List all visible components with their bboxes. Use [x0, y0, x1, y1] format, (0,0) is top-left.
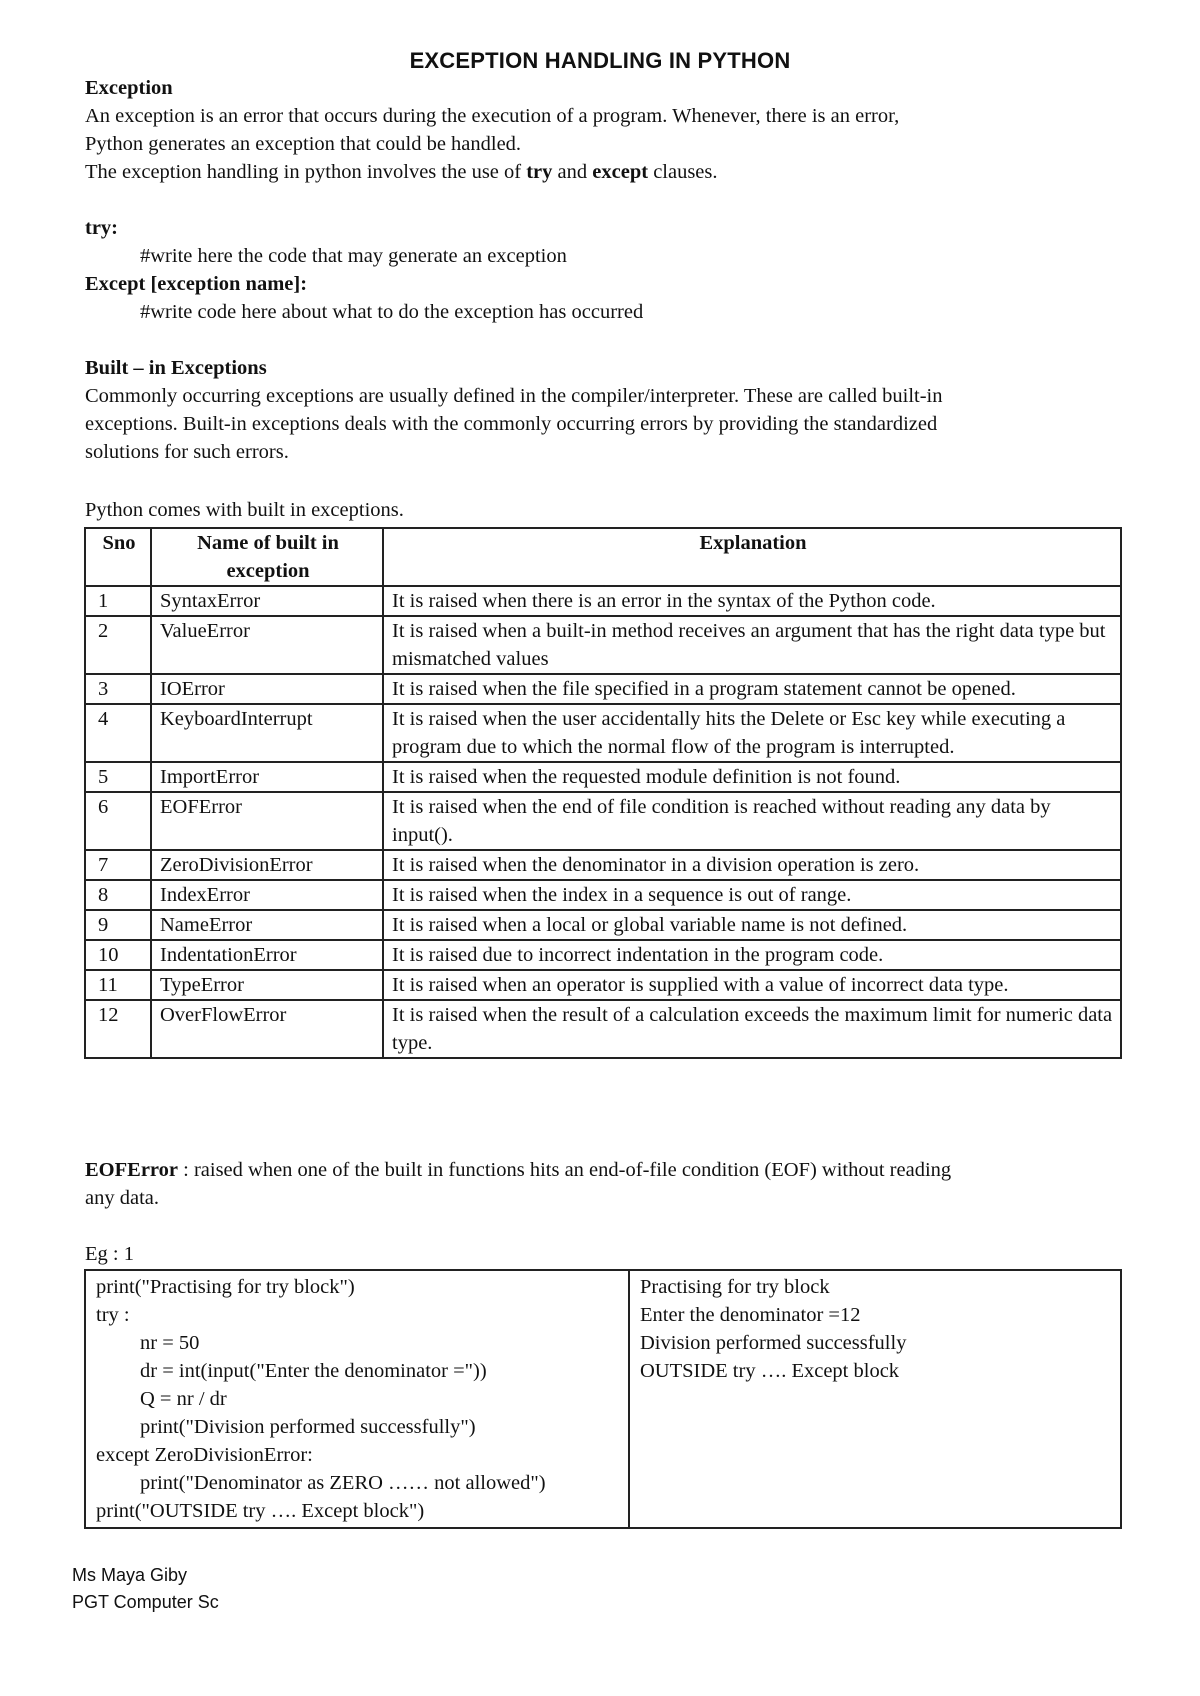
- cell-sno: 5: [85, 762, 151, 792]
- code-lines: [96, 1273, 622, 1525]
- builtin-line-1: Commonly occurring exceptions are usually defined in the compiler/interpreter. These are called built-in: [85, 385, 943, 407]
- cell-explanation: It is raised when the end of file condition is reached without reading any data by input().: [383, 792, 1121, 850]
- table-row: [85, 940, 1121, 970]
- syntax-except-line: Except [exception name]:: [85, 273, 308, 295]
- cell-explanation: It is raised when a local or global variable name is not defined.: [383, 910, 1121, 940]
- output-line: Division performed successfully: [640, 1332, 907, 1354]
- eof-line-2: any data.: [85, 1187, 159, 1209]
- table-row: [85, 1000, 1121, 1058]
- header-sno: Sno: [85, 528, 151, 586]
- table-row: [85, 880, 1121, 910]
- exceptions-table: [84, 527, 1122, 1059]
- cell-sno: 3: [85, 674, 151, 704]
- code-line: try :: [96, 1304, 130, 1326]
- output-line: Enter the denominator =12: [640, 1304, 861, 1326]
- cell-name: OverFlowError: [151, 1000, 383, 1058]
- cell-sno: 4: [85, 704, 151, 762]
- cell-sno: 7: [85, 850, 151, 880]
- code-line: print("Denominator as ZERO …… not allowed"): [140, 1472, 546, 1494]
- exceptions-table-body: [85, 586, 1121, 1058]
- cell-name: SyntaxError: [151, 586, 383, 616]
- table-row: [85, 762, 1121, 792]
- cell-sno: 8: [85, 880, 151, 910]
- header-name: Name of built in exception: [151, 528, 383, 586]
- example-row: [85, 1270, 1121, 1528]
- cell-name: KeyboardInterrupt: [151, 704, 383, 762]
- intro-line-2: Python generates an exception that could be handled.: [85, 133, 522, 155]
- code-line: Q = nr / dr: [140, 1388, 227, 1410]
- output-lines: [640, 1273, 1114, 1385]
- eof-note: [85, 1156, 1120, 1212]
- cell-sno: 9: [85, 910, 151, 940]
- cell-sno: 11: [85, 970, 151, 1000]
- syntax-try-comment: #write here the code that may generate an exception: [140, 245, 567, 267]
- footer-role: PGT Computer Sc: [72, 1592, 219, 1612]
- syntax-try-line: try:: [85, 217, 119, 239]
- table-row: [85, 910, 1121, 940]
- builtin-section: [85, 354, 1120, 466]
- header-explanation: Explanation: [383, 528, 1121, 586]
- builtin-line-2: exceptions. Built-in exceptions deals with the commonly occurring errors by providing the standardized: [85, 413, 938, 435]
- page-title: EXCEPTION HANDLING IN PYTHON: [409, 48, 791, 73]
- code-line: print("Practising for try block"): [96, 1276, 355, 1298]
- table-row: [85, 704, 1121, 762]
- example-output-cell: [629, 1270, 1121, 1528]
- cell-name: IndexError: [151, 880, 383, 910]
- cell-name: ZeroDivisionError: [151, 850, 383, 880]
- intro-section: [85, 74, 1120, 186]
- table-row: [85, 586, 1121, 616]
- footer-author: Ms Maya Giby: [72, 1565, 188, 1585]
- code-line: dr = int(input("Enter the denominator =")): [140, 1360, 487, 1382]
- example-table: [84, 1269, 1122, 1529]
- example-code-cell: [85, 1270, 629, 1528]
- table-header-row: [85, 528, 1121, 586]
- code-line: print("Division performed successfully"): [140, 1416, 476, 1438]
- cell-explanation: It is raised due to incorrect indentation in the program code.: [383, 940, 1121, 970]
- cell-name: NameError: [151, 910, 383, 940]
- builtin-line-3: solutions for such errors.: [85, 441, 289, 463]
- table-row: [85, 792, 1121, 850]
- cell-explanation: It is raised when the user accidentally hits the Delete or Esc key while executing a program due to which the normal flow of the program is interrupted.: [383, 704, 1121, 762]
- cell-explanation: It is raised when a built-in method receives an argument that has the right data type but mismatched values: [383, 616, 1121, 674]
- eof-term: EOFError: [85, 1159, 178, 1181]
- except-keyword: except: [592, 161, 649, 183]
- code-line: nr = 50: [140, 1332, 200, 1354]
- builtin-heading: Built – in Exceptions: [85, 357, 267, 379]
- intro-line-1: An exception is an error that occurs during the execution of a program. Whenever, there is an error,: [85, 105, 900, 127]
- cell-name: TypeError: [151, 970, 383, 1000]
- intro-line-3: The exception handling in python involves the use of try and except clauses.: [85, 161, 718, 183]
- cell-name: IOError: [151, 674, 383, 704]
- syntax-section: [85, 214, 1120, 326]
- cell-sno: 1: [85, 586, 151, 616]
- cell-explanation: It is raised when there is an error in the syntax of the Python code.: [383, 586, 1121, 616]
- cell-name: ImportError: [151, 762, 383, 792]
- eof-line-1: EOFError : raised when one of the built in functions hits an end-of-file condition (EOF) without reading: [85, 1159, 952, 1181]
- cell-explanation: It is raised when the file specified in a program statement cannot be opened.: [383, 674, 1121, 704]
- cell-sno: 2: [85, 616, 151, 674]
- table-row: [85, 674, 1121, 704]
- syntax-except-comment: #write code here about what to do the exception has occurred: [140, 301, 644, 323]
- cell-explanation: It is raised when an operator is supplied with a value of incorrect data type.: [383, 970, 1121, 1000]
- table-intro: Python comes with built in exceptions.: [85, 499, 404, 521]
- table-row: [85, 970, 1121, 1000]
- example-label: Eg : 1: [85, 1243, 134, 1265]
- cell-name: ValueError: [151, 616, 383, 674]
- cell-sno: 10: [85, 940, 151, 970]
- table-row: [85, 616, 1121, 674]
- cell-explanation: It is raised when the requested module definition is not found.: [383, 762, 1121, 792]
- cell-explanation: It is raised when the denominator in a division operation is zero.: [383, 850, 1121, 880]
- cell-name: IndentationError: [151, 940, 383, 970]
- cell-sno: 6: [85, 792, 151, 850]
- output-line: OUTSIDE try …. Except block: [640, 1360, 900, 1382]
- code-line: except ZeroDivisionError:: [96, 1444, 313, 1466]
- code-line: print("OUTSIDE try …. Except block"): [96, 1500, 425, 1522]
- table-row: [85, 850, 1121, 880]
- cell-explanation: It is raised when the index in a sequence is out of range.: [383, 880, 1121, 910]
- try-keyword: try: [526, 161, 553, 183]
- output-line: Practising for try block: [640, 1276, 830, 1298]
- cell-name: EOFError: [151, 792, 383, 850]
- cell-sno: 12: [85, 1000, 151, 1058]
- exception-heading: Exception: [85, 77, 173, 99]
- cell-explanation: It is raised when the result of a calculation exceeds the maximum limit for numeric data type.: [383, 1000, 1121, 1058]
